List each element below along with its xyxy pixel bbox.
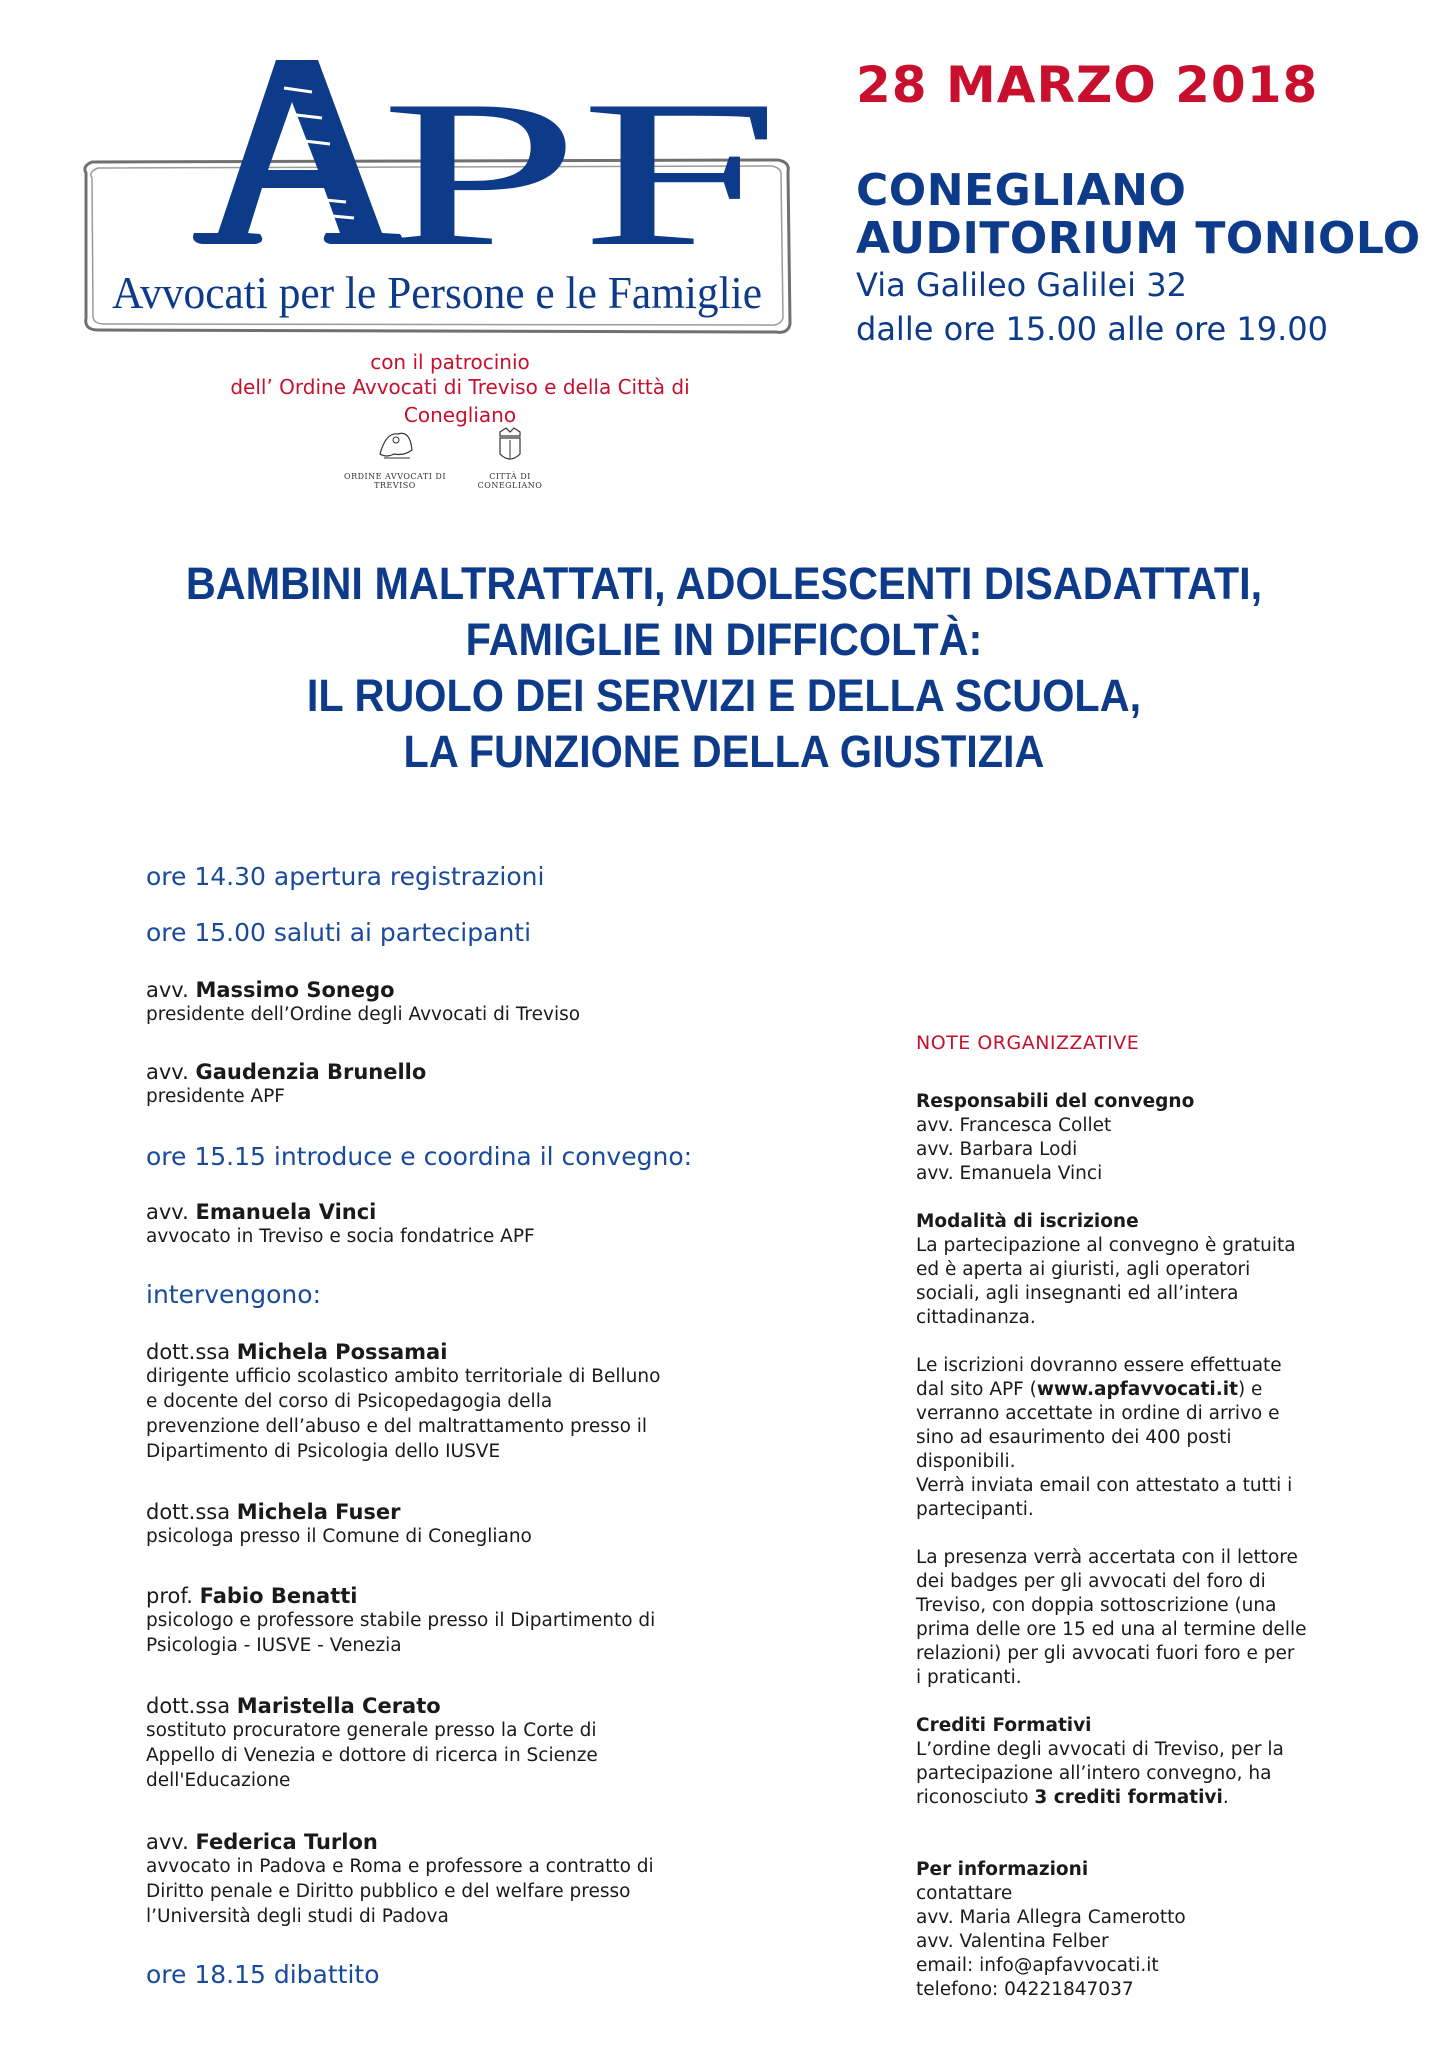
title-line-1: BAMBINI MALTRATTATI, ADOLESCENTI DISADATTATI,: [185, 558, 1263, 609]
notes-presence-line: La presenza verrà accertata con il lettore: [916, 1547, 1298, 1568]
speaker-desc: Diritto penale e Diritto pubblico e del welfare presso: [146, 1881, 631, 1902]
speaker-desc: Psicologia - IUSVE - Venezia: [146, 1635, 402, 1656]
speaker-title: avv.: [146, 1200, 189, 1224]
notes-credits-heading: Crediti Formativi: [916, 1715, 1092, 1736]
speaker-desc: avvocato in Padova e Roma e professore a contratto di: [146, 1856, 654, 1877]
speaker-turlon: [146, 1830, 706, 1929]
ordine-avvocati-emblem-icon: [340, 420, 450, 468]
speaker-fuser: [146, 1500, 706, 1549]
notes-credits-bold: 3 crediti formativi: [1034, 1787, 1223, 1808]
speaker-name: Emanuela Vinci: [195, 1200, 377, 1224]
speaker-cerato: [146, 1694, 706, 1793]
notes-credits-line: partecipazione all’intero convegno, ha: [916, 1763, 1272, 1784]
apf-website-link[interactable]: www.apfavvocati.it: [1036, 1379, 1238, 1400]
notes-resp-item: avv. Emanuela Vinci: [916, 1163, 1103, 1184]
speaker-name: Maristella Cerato: [236, 1694, 441, 1718]
citta-conegliano-label: CITTÀ DI CONEGLIANO: [477, 472, 543, 490]
time-debate: ore 18.15 dibattito: [146, 1960, 380, 1989]
speaker-desc: avvocato in Treviso e socia fondatrice APF: [146, 1226, 535, 1247]
logo-tagline: Avvocati per le Persone e le Famiglie: [112, 267, 762, 318]
notes-reg-line: ed è aperta ai giuristi, agli operatori: [916, 1259, 1251, 1280]
notes-reg-line: La partecipazione al convegno è gratuita: [916, 1235, 1296, 1256]
speaker-name: Federica Turlon: [195, 1830, 378, 1854]
time-registration: ore 14.30 apertura registrazioni: [146, 862, 545, 891]
notes-info-contact: avv. Valentina Felber: [916, 1931, 1109, 1952]
notes-presence-line: dei badges per gli avvocati del foro di: [916, 1571, 1266, 1592]
notes-presence-line: i praticanti.: [916, 1667, 1022, 1688]
speaker-desc: e docente del corso di Psicopedagogia della: [146, 1391, 553, 1412]
speaker-desc: sostituto procuratore generale presso la Corte di: [146, 1720, 597, 1741]
patronage-line1: con il patrocinio: [370, 350, 530, 374]
event-city: CONEGLIANO: [856, 165, 1187, 216]
speaker-title: avv.: [146, 1060, 189, 1084]
event-venue: AUDITORIUM TONIOLO: [856, 213, 1421, 264]
notes-credits-line: L’ordine degli avvocati di Treviso, per la: [916, 1739, 1284, 1760]
notes-info-email[interactable]: email: info@apfavvocati.it: [916, 1955, 1159, 1976]
speaker-sonego: [146, 978, 706, 1027]
notes-credits-line: [916, 1786, 1336, 1810]
city-coat-of-arms-icon: [460, 420, 560, 468]
notes-reg-line: verranno accettate in ordine di arrivo e: [916, 1403, 1280, 1424]
notes-reg-pre: dal sito APF (: [916, 1379, 1037, 1400]
speaker-title: prof.: [146, 1584, 193, 1608]
speaker-name: Michela Fuser: [236, 1500, 401, 1524]
notes-reg-heading: Modalità di iscrizione: [916, 1211, 1139, 1232]
notes-section: [916, 1032, 1336, 2002]
speaker-name: Gaudenzia Brunello: [195, 1060, 427, 1084]
speaker-title: dott.ssa: [146, 1340, 231, 1364]
speaker-desc: presidente APF: [146, 1086, 285, 1107]
speaker-title: avv.: [146, 978, 189, 1002]
event-address: Via Galileo Galilei 32: [856, 266, 1187, 304]
speaker-desc: dell'Educazione: [146, 1770, 291, 1791]
time-intro: ore 15.15 introduce e coordina il convegno:: [146, 1142, 693, 1171]
notes-resp-item: avv. Francesca Collet: [916, 1115, 1112, 1136]
logo-letters: PF: [380, 58, 780, 290]
speaker-title: dott.ssa: [146, 1694, 231, 1718]
notes-presence-line: relazioni) per gli avvocati fuori foro e per: [916, 1643, 1295, 1664]
notes-info-contact: avv. Maria Allegra Camerotto: [916, 1907, 1186, 1928]
notes-info-heading: Per informazioni: [916, 1859, 1089, 1880]
notes-resp-heading: Responsabili del convegno: [916, 1091, 1195, 1112]
ordine-avvocati-logo: [340, 420, 450, 490]
notes-reg-line: [916, 1378, 1336, 1402]
notes-credits-post: .: [1222, 1787, 1229, 1808]
notes-info-line: contattare: [916, 1883, 1013, 1904]
ordine-avvocati-label: ORDINE AVVOCATI DI TREVISO: [344, 472, 446, 490]
speaker-possamai: [146, 1340, 706, 1464]
speakers-heading: intervengono:: [146, 1280, 321, 1309]
notes-reg-line: Le iscrizioni dovranno essere effettuate: [916, 1355, 1282, 1376]
event-date: 28 MARZO 2018: [856, 56, 1319, 114]
notes-reg-line: Verrà inviata email con attestato a tutti i: [916, 1475, 1293, 1496]
speaker-desc: presidente dell’Ordine degli Avvocati di Treviso: [146, 1004, 581, 1025]
notes-reg-line: partecipanti.: [916, 1499, 1034, 1520]
time-greetings: ore 15.00 saluti ai partecipanti: [146, 918, 532, 947]
speaker-desc: psicologa presso il Comune di Conegliano: [146, 1526, 532, 1547]
notes-credits-pre: riconosciuto: [916, 1787, 1035, 1808]
apf-logo: [78, 48, 798, 338]
speaker-title: dott.ssa: [146, 1500, 231, 1524]
notes-presence-line: prima delle ore 15 ed una al termine delle: [916, 1619, 1307, 1640]
speaker-desc: dirigente ufficio scolastico ambito territoriale di Belluno: [146, 1366, 661, 1387]
speaker-name: Fabio Benatti: [199, 1584, 358, 1608]
speaker-vinci: [146, 1200, 706, 1249]
speaker-desc: Appello di Venezia e dottore di ricerca in Scienze: [146, 1745, 598, 1766]
notes-reg-line: sociali, agli insegnanti ed all’intera: [916, 1283, 1239, 1304]
speaker-name: Michela Possamai: [236, 1340, 448, 1364]
speaker-desc: prevenzione dell’abuso e del maltrattamento presso il: [146, 1416, 648, 1437]
title-line-2: FAMIGLIE IN DIFFICOLTÀ:: [465, 614, 983, 665]
speaker-desc: l’Università degli studi di Padova: [146, 1906, 449, 1927]
citta-conegliano-logo: [460, 420, 560, 490]
speaker-name: Massimo Sonego: [195, 978, 395, 1002]
notes-reg-post: ) e: [1237, 1379, 1263, 1400]
title-line-4: LA FUNZIONE DELLA GIUSTIZIA: [403, 726, 1045, 777]
event-hours: dalle ore 15.00 alle ore 19.00: [856, 310, 1328, 348]
speaker-desc: Dipartimento di Psicologia dello IUSVE: [146, 1441, 501, 1462]
title-line-3: IL RUOLO DEI SERVIZI E DELLA SCUOLA,: [306, 670, 1142, 721]
notes-title: NOTE ORGANIZZATIVE: [916, 1032, 1140, 1054]
notes-reg-line: disponibili.: [916, 1451, 1016, 1472]
patronage-line2: dell’ Ordine Avvocati di Treviso e della Città di Conegliano: [230, 375, 690, 427]
notes-presence-line: Treviso, con doppia sottoscrizione (una: [916, 1595, 1277, 1616]
main-title: [95, 556, 1354, 780]
notes-reg-line: sino ad esaurimento dei 400 posti: [916, 1427, 1232, 1448]
speaker-brunello: [146, 1060, 706, 1109]
speaker-benatti: [146, 1584, 706, 1658]
notes-reg-line: cittadinanza.: [916, 1307, 1036, 1328]
notes-info-phone: telefono: 04221847037: [916, 1979, 1134, 2000]
speaker-desc: psicologo e professore stabile presso il Dipartimento di: [146, 1610, 656, 1631]
speaker-title: avv.: [146, 1830, 189, 1854]
notes-resp-item: avv. Barbara Lodi: [916, 1139, 1078, 1160]
